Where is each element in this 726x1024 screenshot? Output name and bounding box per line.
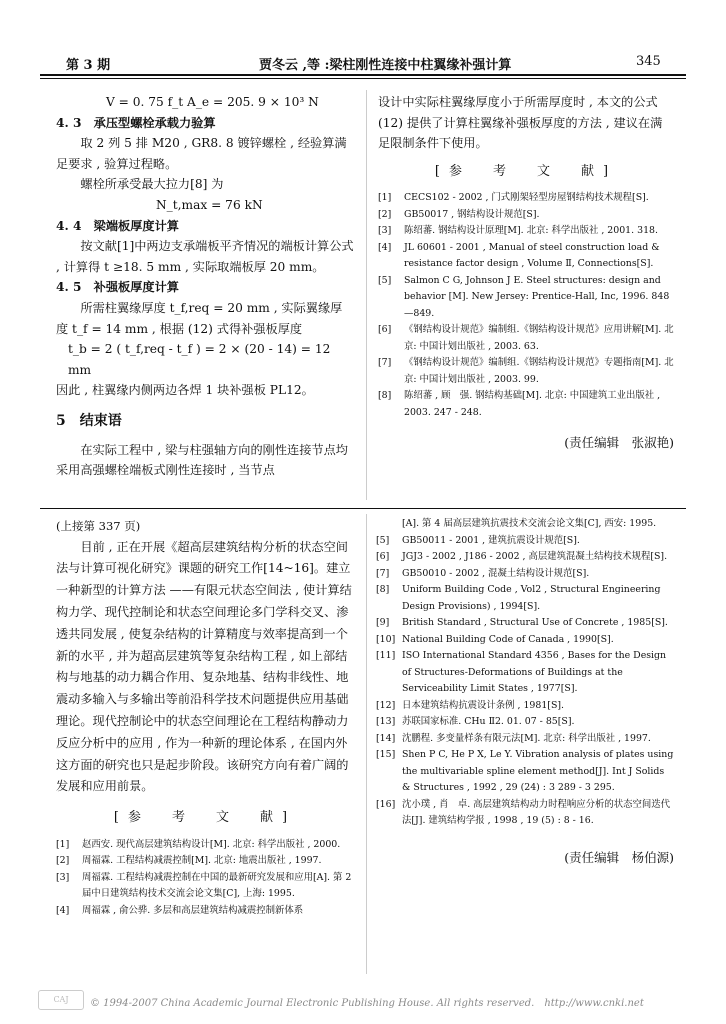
reference-number: [2] <box>378 208 392 220</box>
reference-text: GB50011 - 2001 , 建筑抗震设计规范[S]. <box>402 534 580 546</box>
reference-number: [9] <box>376 617 390 628</box>
article-separator <box>40 508 686 509</box>
reference-number: [13] <box>376 716 396 727</box>
reference-item <box>378 388 674 421</box>
references-title-bottom: [参 考 文 献] <box>113 810 297 826</box>
reference-item <box>376 582 674 615</box>
reference-item <box>376 698 674 715</box>
reference-item <box>56 870 354 903</box>
section-4-3-heading: 4. 3 承压型螺栓承载力验算 <box>56 115 216 130</box>
equation-bolt-tension: N_t,max = 76 kN <box>156 197 263 212</box>
reference-text: 《钢结构设计规范》编制组.《钢结构设计规范》应用讲解[M]. 北京: 中国计划出版社 , 2003. 63. <box>404 324 674 352</box>
continued-note: (上接第 337 页) <box>56 519 141 533</box>
reference-number: [8] <box>378 390 392 402</box>
research-paragraph: 目前 , 正在开展《超高层建筑结构分析的状态空间法与计算可视化研究》课题的研究工作[14~16]。建立一种新型的计算方法 ——有限元状态空间法 , 使计算结构力学、现代控制论和状态空间理论多门学科交叉、渗透共同发展 , 使复杂结构的计算精度与效率提高到一个新的水平 , 并为超高层建筑等复杂结构工程 , 如上部结构与地基的动力耦合作用、复杂地基、结构非线性、地震动多输入与多输出等前沿科学技术问题提供应用基础理论。现代控制论中的状态空间理论在工程结构静动力反应分析中的应用 , 作为一种新的理论体系 , 在国内外这方面的研究也只是起步阶段。该研究方向有着广阔的发展和应用前景。 <box>56 539 352 794</box>
bottom-left-column <box>56 516 354 919</box>
section-4-4-heading: 4. 4 梁端板厚度计算 <box>56 218 179 233</box>
reference-text: 赵西安. 现代高层建筑结构设计[M]. 北京: 科学出版社 , 2000. <box>82 838 341 850</box>
reference-number: [3] <box>56 871 70 883</box>
reference-number: [1] <box>378 192 392 204</box>
reference-item <box>376 714 674 731</box>
reference-number: [16] <box>376 798 396 810</box>
reference-text: Shen P C, He P X, Le Y. Vibration analysis of plates using the multivariable spline element method[J]. Int J Solids & Structures , 1992 , 29 (24) : 3 289 - 3 295. <box>402 749 674 793</box>
reference-item <box>378 190 674 207</box>
section-4-3-paragraph: 取 2 列 5 排 M20 , GR8. 8 镀锌螺栓 , 经验算满足要求 , 验算过程略。 <box>56 136 347 171</box>
column-divider-top <box>366 90 367 500</box>
reference-text: CECS102 - 2002 , 门式刚架轻型房屋钢结构技术规程[S]. <box>404 192 649 204</box>
equation-plate-thickness: t_b = 2 ( t_f,req - t_f ) = 2 × (20 - 14) = 12 mm <box>68 342 331 377</box>
reference-text: British Standard , Structural Use of Concrete , 1985[S]. <box>402 617 668 628</box>
reference-item <box>376 632 674 649</box>
reference-item <box>376 747 674 797</box>
reference-number: [5] <box>378 274 392 286</box>
reference-item <box>56 903 354 920</box>
column-divider-bottom <box>366 514 367 974</box>
reference-number: [6] <box>378 324 392 336</box>
header-rule-thin <box>40 78 686 79</box>
reference-item <box>376 648 674 698</box>
copyright-footer: © 1994-2007 China Academic Journal Electronic Publishing House. All rights reserved. http://www.cnki.net <box>90 998 644 1009</box>
reference-number: [4] <box>56 904 70 916</box>
reference-item <box>376 516 674 533</box>
reference-item <box>56 837 354 854</box>
running-title: 贾冬云 ,等 :梁柱刚性连接中柱翼缘补强计算 <box>259 58 512 73</box>
reference-item <box>378 223 674 240</box>
reference-text: GB50010 - 2002 , 混凝土结构设计规范[S]. <box>402 567 590 579</box>
reference-text: JGJ3 - 2002 , J186 - 2002 , 高层建筑混凝土结构技术规程[S]. <box>402 551 668 562</box>
reference-text: 沈鹏程. 多变量样条有限元法[M]. 北京: 科学出版社 , 1997. <box>402 732 651 744</box>
reference-item <box>376 731 674 748</box>
reference-item <box>378 207 674 224</box>
section-4-3-paragraph-2: 螺栓所承受最大拉力[8] 为 <box>80 177 224 192</box>
reference-number: [6] <box>376 551 390 562</box>
references-list-bottom-left <box>56 837 354 920</box>
reference-item <box>378 355 674 388</box>
reference-number <box>376 516 402 533</box>
publisher-logo: CAJ <box>38 990 84 1010</box>
top-left-column <box>56 92 354 481</box>
reference-item <box>378 240 674 273</box>
reference-number: [4] <box>378 241 392 253</box>
reference-item <box>376 615 674 632</box>
reference-text: 沈小璞 , 肖 卓. 高层建筑结构动力时程响应分析的状态空间迭代法[J]. 建筑结构学报 , 1998 , 19 (5) : 8 - 16. <box>402 798 671 826</box>
section-4-5-paragraph: 所需柱翼缘厚度 t_f,req = 20 mm , 实际翼缘厚度 t_f = 14 mm , 根据 (12) 式得补强板厚度 <box>56 300 343 336</box>
reference-text: 周福霖. 工程结构减震控制[M]. 北京: 地震出版社 , 1997. <box>82 855 322 867</box>
reference-text: 陈绍蕃. 钢结构设计原理[M]. 北京: 科学出版社 , 2001. 318. <box>404 225 658 237</box>
editor-credit-top: (责任编辑 张淑艳) <box>564 435 674 451</box>
reference-text: Salmon C G, Johnson J E. Steel structures: design and behavior [M]. New Jersey: Prentice-Hall, Inc, 1996. 848 —849. <box>404 274 670 319</box>
reference-number: [3] <box>378 225 392 237</box>
section-5-heading: 5 结束语 <box>56 412 122 429</box>
header-rule <box>40 74 686 76</box>
reference-number: [2] <box>56 855 70 867</box>
reference-item <box>376 533 674 550</box>
reference-number: [15] <box>376 749 396 760</box>
reference-number: [1] <box>56 838 70 850</box>
reference-text: 苏联国家标准. CHu Ⅱ2. 01. 07 - 85[S]. <box>402 716 575 727</box>
reference-number: [5] <box>376 534 390 546</box>
reference-text: ISO International Standard 4356 , Bases for the Design of Structures-Deformations of Buildings at the Serviceability Limit States , 1977[S]. <box>402 650 667 694</box>
reference-number: [7] <box>378 357 392 369</box>
reference-text: Uniform Building Code , Vol2 , Structural Engineering Design Provisions) , 1994[S]. <box>402 584 661 612</box>
section-4-5-heading: 4. 5 补强板厚度计算 <box>56 280 179 295</box>
reference-text: National Building Code of Canada , 1990[S]. <box>402 633 614 645</box>
equation-shear: V = 0. 75 f_t A_e = 205. 9 × 10³ N <box>106 95 319 109</box>
section-4-5-paragraph-2: 因此 , 柱翼缘内侧两边各焊 1 块补强板 PL12。 <box>56 383 314 398</box>
reference-number: [12] <box>376 699 396 711</box>
reference-text: 周福霖 , 俞公骅. 多层和高层建筑结构减震控制新体系 <box>82 904 304 916</box>
conclusion-paragraph: 设计中实际柱翼缘厚度小于所需厚度时 , 本文的公式 (12) 提供了计算柱翼缘补强板厚度的方法 , 建议在满足限制条件下使用。 <box>378 95 663 151</box>
reference-item <box>56 853 354 870</box>
reference-item <box>376 566 674 583</box>
references-list-bottom-right <box>376 516 674 830</box>
reference-number: [8] <box>376 584 390 595</box>
reference-item <box>376 549 674 566</box>
reference-number: [11] <box>376 650 396 661</box>
reference-number: [10] <box>376 633 396 645</box>
reference-item <box>378 322 674 355</box>
section-4-4-paragraph: 按文献[1]中两边支承端板平齐情况的端板计算公式 , 计算得 t ≥18. 5 mm , 实际取端板厚 20 mm。 <box>56 239 354 274</box>
reference-text: GB50017 , 钢结构设计规范[S]. <box>404 208 540 220</box>
reference-item <box>378 273 674 323</box>
references-list-top <box>378 190 674 421</box>
reference-number: [7] <box>376 567 390 579</box>
reference-text: 周福霖. 工程结构减震控制在中国的最新研究发展和应用[A]. 第 2 届中日建筑结构技术交流会论文集[C], 上海: 1995. <box>82 871 352 900</box>
section-5-paragraph: 在实际工程中 , 梁与柱强轴方向的刚性连接节点均采用高强螺栓端板式刚性连接时 , 当节点 <box>56 442 348 478</box>
references-title-top: [参 考 文 献] <box>434 163 618 179</box>
reference-number: [14] <box>376 732 396 744</box>
reference-text: 陈绍蕃 , 顾 强. 钢结构基础[M]. 北京: 中国建筑工业出版社 , 2003. 247 - 248. <box>404 390 661 418</box>
bottom-right-column <box>376 516 674 868</box>
issue-number: 第 3 期 <box>66 58 111 73</box>
page-number: 345 <box>636 54 661 69</box>
reference-text: JL 60601 - 2001 , Manual of steel construction load & resistance factor design , Volume Ⅱ, Connections[S]. <box>404 241 660 270</box>
reference-text: [A]. 第 4 届高层建筑抗震技术交流会论文集[C], 西安: 1995. <box>402 518 657 529</box>
reference-text: 日本建筑结构抗震设计条例 , 1981[S]. <box>402 699 565 711</box>
top-right-column <box>378 92 674 454</box>
reference-text: 《钢结构设计规范》编制组.《钢结构设计规范》专题指南[M]. 北京: 中国计划出版社 , 2003. 99. <box>404 357 674 385</box>
reference-item <box>376 797 674 830</box>
editor-credit-bottom: (责任编辑 杨伯源) <box>564 849 674 865</box>
